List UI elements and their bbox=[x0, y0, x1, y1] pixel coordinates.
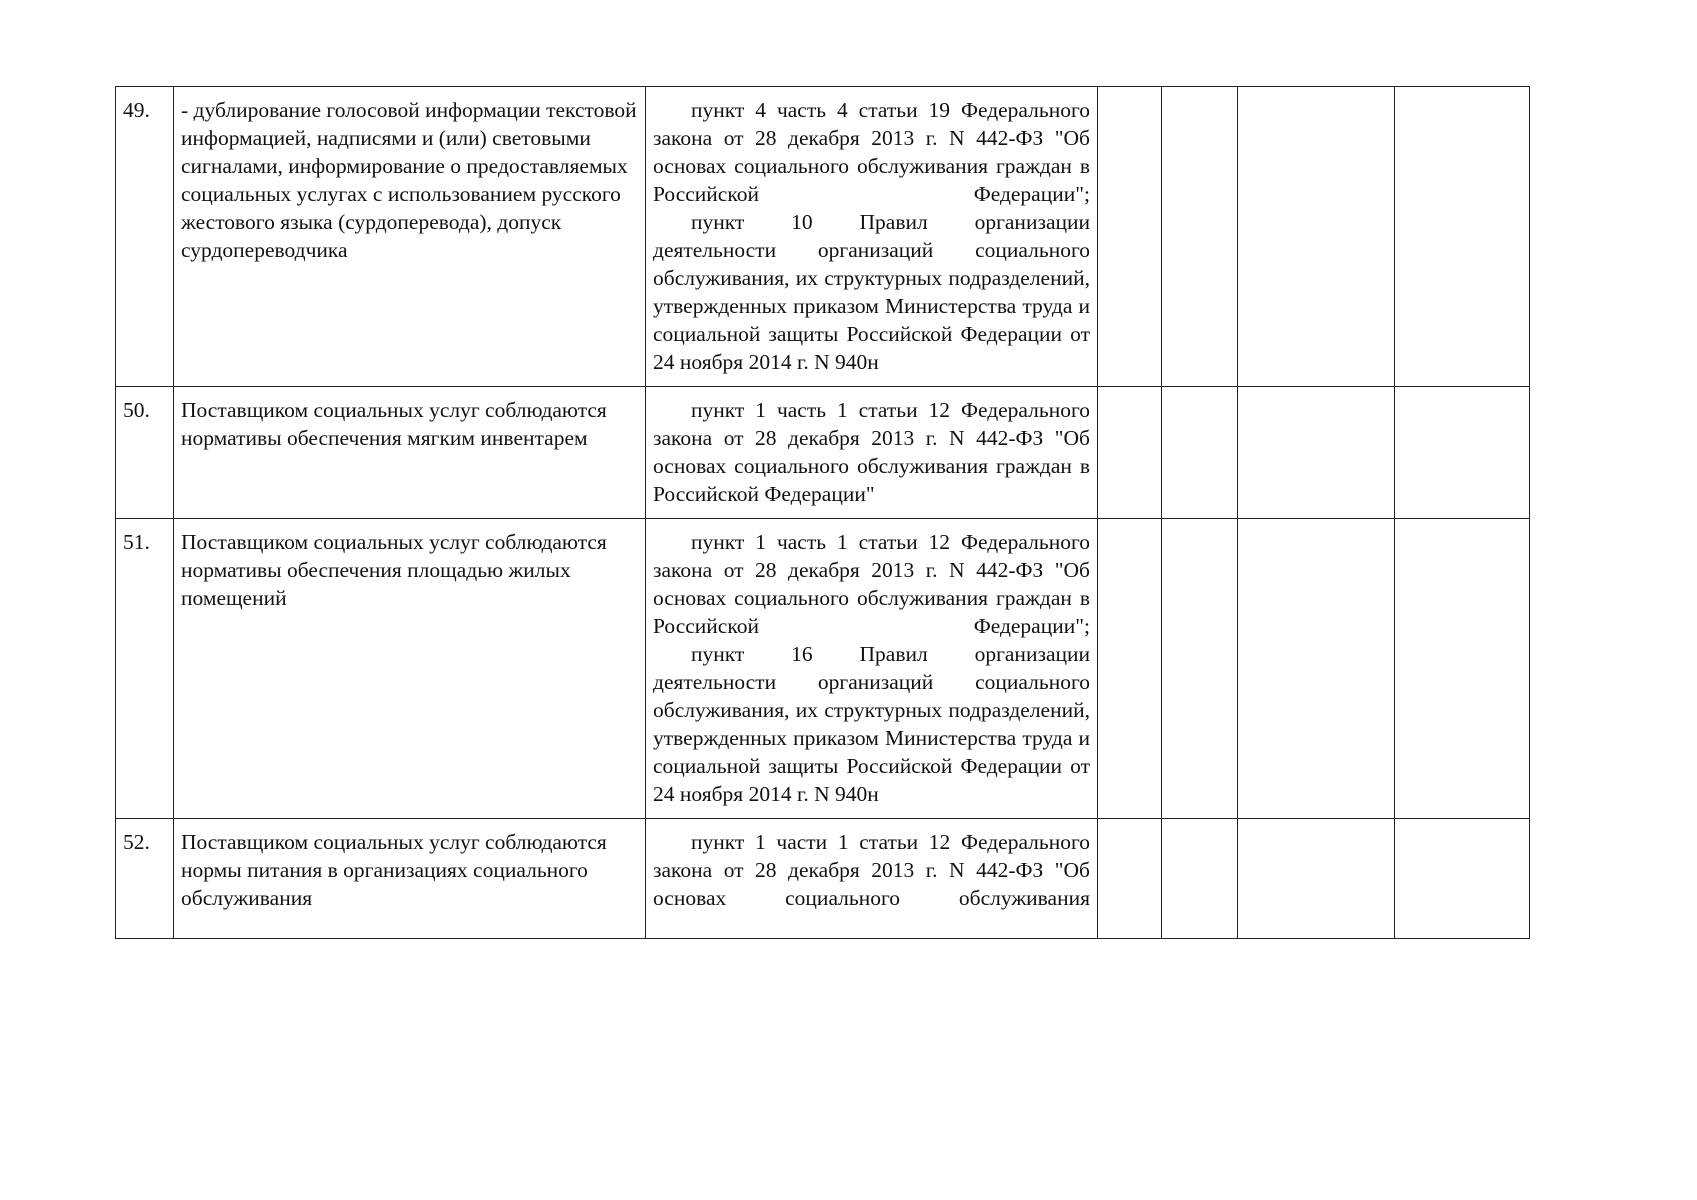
answer-cell-no[interactable] bbox=[1162, 519, 1238, 819]
notes-cell[interactable] bbox=[1395, 387, 1530, 519]
legal-reference-paragraph: пункт 1 часть 1 статьи 12 Федерального закона от 28 декабря 2013 г. N 442-ФЗ "Об основах социального обслуживания граждан в Российской Федерации"; bbox=[653, 530, 1090, 638]
notes-cell[interactable] bbox=[1395, 519, 1530, 819]
legal-reference-cell bbox=[646, 519, 1098, 819]
legal-reference-paragraph: пункт 4 часть 4 статьи 19 Федерального закона от 28 декабря 2013 г. N 442-ФЗ "Об основах социального обслуживания граждан в Российской Федерации"; bbox=[653, 98, 1090, 206]
answer-cell-not-applicable[interactable] bbox=[1238, 387, 1395, 519]
answer-cell-yes[interactable] bbox=[1098, 519, 1162, 819]
table-row bbox=[116, 519, 1530, 819]
row-number: 49. bbox=[116, 87, 174, 387]
answer-cell-no[interactable] bbox=[1162, 387, 1238, 519]
answer-cell-not-applicable[interactable] bbox=[1238, 519, 1395, 819]
legal-reference-cell bbox=[646, 387, 1098, 519]
answer-cell-no[interactable] bbox=[1162, 819, 1238, 939]
table-row bbox=[116, 819, 1530, 939]
table-row bbox=[116, 387, 1530, 519]
answer-cell-no[interactable] bbox=[1162, 87, 1238, 387]
checklist-table bbox=[115, 86, 1530, 939]
answer-cell-yes[interactable] bbox=[1098, 387, 1162, 519]
legal-reference-paragraph: пункт 16 Правил организации деятельности организаций социального обслуживания, их структурных подразделений, утвержденных приказом Министерства труда и социальной защиты Российской Федерации от 24 ноября 2014 г. N 940н bbox=[653, 642, 1090, 806]
legal-reference-clip bbox=[653, 828, 1090, 911]
legal-reference-cell bbox=[646, 819, 1098, 939]
answer-cell-not-applicable[interactable] bbox=[1238, 819, 1395, 939]
row-number: 50. bbox=[116, 387, 174, 519]
row-number: 51. bbox=[116, 519, 174, 819]
answer-cell-not-applicable[interactable] bbox=[1238, 87, 1395, 387]
legal-reference-paragraph: пункт 1 части 1 статьи 12 Федерального закона от 28 декабря 2013 г. N 442-ФЗ "Об основах социального обслуживания bbox=[653, 830, 1090, 910]
answer-cell-yes[interactable] bbox=[1098, 87, 1162, 387]
requirement-cell: Поставщиком социальных услуг соблюдаются нормативы обеспечения мягким инвентарем bbox=[174, 387, 646, 519]
requirement-cell: Поставщиком социальных услуг соблюдаются нормативы обеспечения площадью жилых помещений bbox=[174, 519, 646, 819]
notes-cell[interactable] bbox=[1395, 819, 1530, 939]
row-number: 52. bbox=[116, 819, 174, 939]
table-row bbox=[116, 87, 1530, 387]
notes-cell[interactable] bbox=[1395, 87, 1530, 387]
requirement-cell: Поставщиком социальных услуг соблюдаются нормы питания в организациях социального обслуживания bbox=[174, 819, 646, 939]
legal-reference-cell bbox=[646, 87, 1098, 387]
answer-cell-yes[interactable] bbox=[1098, 819, 1162, 939]
legal-reference-paragraph: пункт 10 Правил организации деятельности организаций социального обслуживания, их структурных подразделений, утвержденных приказом Министерства труда и социальной защиты Российской Федерации от 24 ноября 2014 г. N 940н bbox=[653, 210, 1090, 374]
legal-reference-paragraph: пункт 1 часть 1 статьи 12 Федерального закона от 28 декабря 2013 г. N 442-ФЗ "Об основах социального обслуживания граждан в Российской Федерации" bbox=[653, 398, 1090, 506]
requirement-cell: - дублирование голосовой информации текстовой информацией, надписями и (или) световыми сигналами, информирование о предоставляемых социальных услугах с использованием русского жестового языка (сурдоперевода), допуск сурдопереводчика bbox=[174, 87, 646, 387]
